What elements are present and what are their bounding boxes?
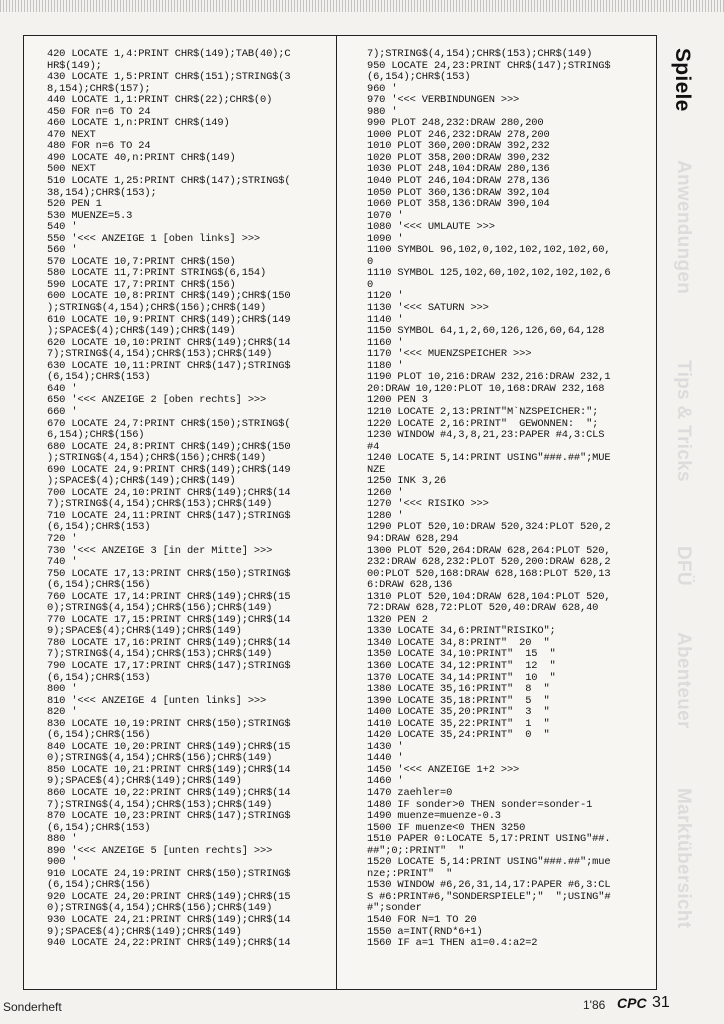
code-line: 700 LOCATE 24,10:PRINT CHR$(149);CHR$(14 xyxy=(47,486,291,499)
code-line: 1080 '<<< UMLAUTE >>> xyxy=(367,221,495,234)
code-line: 530 MUENZE=5.3 xyxy=(47,209,133,222)
code-line: 930 LOCATE 24,21:PRINT CHR$(149);CHR$(14 xyxy=(47,914,291,927)
code-line: 232:DRAW 628,232:PLOT 520,200:DRAW 628,2 xyxy=(367,556,611,569)
code-line: 1430 ' xyxy=(367,740,404,753)
code-line: 760 LOCATE 17,14:PRINT CHR$(149);CHR$(15 xyxy=(47,590,291,603)
listing-column-left xyxy=(47,49,290,950)
code-line: 1230 WINDOW #4,3,8,21,23:PAPER #4,3:CLS xyxy=(367,429,605,442)
code-line: 850 LOCATE 10,21:PRINT CHR$(149);CHR$(14 xyxy=(47,763,291,776)
code-line: 9);SPACE$(4);CHR$(149);CHR$(149) xyxy=(47,775,242,788)
code-line: 470 NEXT xyxy=(47,128,96,141)
code-line: 1170 '<<< MUENZSPEICHER >>> xyxy=(367,348,532,361)
code-line: 1510 PAPER 0:LOCATE 5,17:PRINT USING"##. xyxy=(367,833,611,846)
code-line: 920 LOCATE 24,20:PRINT CHR$(149);CHR$(15 xyxy=(47,890,291,903)
code-line: 1090 ' xyxy=(367,232,404,245)
code-line: 820 ' xyxy=(47,706,78,719)
code-line: HR$(149); xyxy=(47,59,102,72)
code-line: 1340 LOCATE 34,8:PRINT" 20 " xyxy=(367,636,550,649)
code-line: 750 LOCATE 17,13:PRINT CHR$(150);STRING$ xyxy=(47,567,291,580)
code-line: 1530 WINDOW #6,26,31,14,17:PAPER #6,3:CL xyxy=(367,879,611,892)
code-line: 1470 zaehler=0 xyxy=(367,787,453,799)
code-line: 1000 PLOT 246,232:DRAW 278,200 xyxy=(367,128,550,141)
code-line: (6,154);CHR$(156) xyxy=(47,729,151,742)
code-line: 870 LOCATE 10,23:PRINT CHR$(147);STRING$ xyxy=(47,810,291,823)
code-line: 1310 PLOT 520,104:DRAW 628,104:PLOT 520, xyxy=(367,590,611,603)
code-line: 1390 LOCATE 35,18:PRINT" 5 " xyxy=(367,694,550,707)
code-line: 1450 '<<< ANZEIGE 1+2 >>> xyxy=(367,763,520,776)
code-line: 1240 LOCATE 5,14:PRINT USING"###.##";MUE xyxy=(367,452,611,465)
code-line: (6,154);CHR$(153) xyxy=(47,821,151,834)
code-line: 1410 LOCATE 35,22:PRINT" 1 " xyxy=(367,717,550,730)
code-line: 1360 LOCATE 34,12:PRINT" 12 " xyxy=(367,659,556,672)
code-line: (6,154);CHR$(153) xyxy=(47,371,151,384)
code-line: 730 '<<< ANZEIGE 3 [in der Mitte] >>> xyxy=(47,544,273,557)
code-line: 1200 PEN 3 xyxy=(367,394,428,407)
code-line: ##";0;:PRINT" " xyxy=(367,844,465,857)
code-line: 1180 ' xyxy=(367,359,404,372)
code-line: 7);STRING$(4,154);CHR$(153);CHR$(149) xyxy=(47,648,273,661)
section-index xyxy=(664,48,724,993)
code-line: 8,154);CHR$(157); xyxy=(47,82,151,95)
code-line: 970 '<<< VERBINDUNGEN >>> xyxy=(367,94,520,107)
code-line: 630 LOCATE 10,11:PRINT CHR$(147);STRING$ xyxy=(47,359,291,372)
code-line: 620 LOCATE 10,10:PRINT CHR$(149);CHR$(14 xyxy=(47,336,291,349)
code-line: 430 LOCATE 1,5:PRINT CHR$(151);STRING$(3 xyxy=(47,71,291,84)
code-line: 440 LOCATE 1,1:PRINT CHR$(22);CHR$(0) xyxy=(47,94,273,107)
code-line: 1290 PLOT 520,10:DRAW 520,324:PLOT 520,2 xyxy=(367,521,611,534)
code-line: NZE xyxy=(367,463,386,476)
code-line: 1050 PLOT 360,136:DRAW 392,104 xyxy=(367,186,550,199)
code-line: 540 ' xyxy=(47,221,78,234)
code-line: 1330 LOCATE 34,6:PRINT"RISIKO"; xyxy=(367,625,556,638)
code-line: 1350 LOCATE 34,10:PRINT" 15 " xyxy=(367,648,556,661)
section-tab-marktuebersicht[interactable]: Marktübersicht xyxy=(673,788,694,929)
code-line: 690 LOCATE 24,9:PRINT CHR$(149);CHR$(149 xyxy=(47,463,291,476)
section-tab-spiele[interactable]: Spiele xyxy=(671,48,694,112)
code-line: (6,154);CHR$(153) xyxy=(47,521,151,534)
code-line: 510 LOCATE 1,25:PRINT CHR$(147);STRING$( xyxy=(47,175,291,188)
code-line: 1270 '<<< RISIKO >>> xyxy=(367,498,489,511)
code-line: 990 PLOT 248,232:DRAW 280,200 xyxy=(367,117,544,130)
code-line: 450 FOR n=6 TO 24 xyxy=(47,105,151,118)
code-line: 7);STRING$(4,154);CHR$(153);CHR$(149) xyxy=(47,348,273,361)
code-line: 650 '<<< ANZEIGE 2 [oben rechts] >>> xyxy=(47,394,267,407)
code-line: );STRING$(4,154);CHR$(156);CHR$(149) xyxy=(47,452,267,465)
code-line: 560 ' xyxy=(47,244,78,257)
code-line: 960 ' xyxy=(367,82,398,95)
code-line: 1210 LOCATE 2,13:PRINT"M`NZSPEICHER:"; xyxy=(367,405,599,418)
code-line: 490 LOCATE 40,n:PRINT CHR$(149) xyxy=(47,151,236,164)
code-line: 1160 ' xyxy=(367,336,404,349)
code-line: 570 LOCATE 10,7:PRINT CHR$(150) xyxy=(47,255,236,268)
footer-brand-logo: CPC xyxy=(617,995,647,1011)
code-line: (6,154);CHR$(156) xyxy=(47,879,151,892)
code-line: 710 LOCATE 24,11:PRINT CHR$(147);STRING$ xyxy=(47,509,291,522)
code-line: 1540 FOR N=1 TO 20 xyxy=(367,914,477,927)
code-line: 1380 LOCATE 35,16:PRINT" 8 " xyxy=(367,683,550,696)
code-line: 1100 SYMBOL 96,102,0,102,102,102,102,60, xyxy=(367,244,611,257)
code-line: 420 LOCATE 1,4:PRINT CHR$(149);TAB(40);C xyxy=(47,48,291,60)
code-line: 1060 PLOT 358,136:DRAW 390,104 xyxy=(367,198,550,211)
code-line: 610 LOCATE 10,9:PRINT CHR$(149);CHR$(149 xyxy=(47,313,291,326)
code-line: nze;:PRINT" " xyxy=(367,867,453,880)
code-line: 1320 PEN 2 xyxy=(367,613,428,626)
code-line: 1040 PLOT 246,104:DRAW 278,136 xyxy=(367,175,550,188)
code-line: 9);SPACE$(4);CHR$(149);CHR$(149) xyxy=(47,925,242,938)
code-line: 1560 IF a=1 THEN a1=0.4:a2=2 xyxy=(367,937,538,950)
code-line: 6,154);CHR$(156) xyxy=(47,429,145,442)
code-line: 940 LOCATE 24,22:PRINT CHR$(149);CHR$(14 xyxy=(47,937,291,950)
code-line: );SPACE$(4);CHR$(149);CHR$(149) xyxy=(47,475,236,488)
code-line: 740 ' xyxy=(47,556,78,569)
code-line: 910 LOCATE 24,19:PRINT CHR$(150);STRING$ xyxy=(47,867,291,880)
footer-publication: Sonderheft xyxy=(3,1000,62,1014)
code-line: 590 LOCATE 17,7:PRINT CHR$(156) xyxy=(47,278,236,291)
listing-column-right xyxy=(367,49,610,950)
code-line: 680 LOCATE 24,8:PRINT CHR$(149);CHR$(150 xyxy=(47,440,291,453)
code-line: 1480 IF sonder>0 THEN sonder=sonder-1 xyxy=(367,798,593,811)
code-line: (6,154);CHR$(156) xyxy=(47,579,151,592)
code-line: 890 '<<< ANZEIGE 5 [unten rechts] >>> xyxy=(47,844,273,857)
section-tab-dfue[interactable]: DFÜ xyxy=(673,546,694,586)
code-line: 1030 PLOT 248,104:DRAW 280,136 xyxy=(367,163,550,176)
code-line: 1010 PLOT 360,200:DRAW 392,232 xyxy=(367,140,550,153)
code-line: 7);STRING$(4,154);CHR$(153);CHR$(149) xyxy=(47,798,273,811)
code-line: 0 xyxy=(367,255,374,268)
code-line: 880 ' xyxy=(47,833,78,846)
code-line: 1300 PLOT 520,264:DRAW 628,264:PLOT 520, xyxy=(367,544,611,557)
code-line: 800 ' xyxy=(47,683,78,696)
code-line: 640 ' xyxy=(47,382,78,395)
code-line: 810 '<<< ANZEIGE 4 [unten links] >>> xyxy=(47,694,267,707)
code-line: 20:DRAW 10,120:PLOT 10,168:DRAW 232,168 xyxy=(367,382,605,395)
page-number: 31 xyxy=(652,994,670,1011)
code-line: 1370 LOCATE 34,14:PRINT" 10 " xyxy=(367,671,556,684)
code-line: 1550 a=INT(RND*6+1) xyxy=(367,925,483,938)
code-line: 1220 LOCATE 2,16:PRINT" GEWONNEN: "; xyxy=(367,417,599,430)
code-line: 460 LOCATE 1,n:PRINT CHR$(149) xyxy=(47,117,230,130)
code-line: 720 ' xyxy=(47,532,78,545)
code-line: 480 FOR n=6 TO 24 xyxy=(47,140,151,153)
code-line: 1120 ' xyxy=(367,290,404,303)
top-rule xyxy=(0,0,724,12)
code-line: 1440 ' xyxy=(367,752,404,765)
code-line: 550 '<<< ANZEIGE 1 [oben links] >>> xyxy=(47,232,260,245)
code-line: 1500 IF muenze<0 THEN 3250 xyxy=(367,821,526,834)
code-line: 1140 ' xyxy=(367,313,404,326)
section-tab-anwendungen[interactable]: Anwendungen xyxy=(673,160,694,295)
code-line: 1280 ' xyxy=(367,509,404,522)
code-line: 980 ' xyxy=(367,105,398,118)
code-line: 790 LOCATE 17,17:PRINT CHR$(147);STRING$ xyxy=(47,659,291,672)
code-line: 770 LOCATE 17,15:PRINT CHR$(149);CHR$(14 xyxy=(47,613,291,626)
code-line: 580 LOCATE 11,7:PRINT STRING$(6,154) xyxy=(47,267,267,280)
code-line: #4 xyxy=(367,440,380,453)
code-line: 0 xyxy=(367,278,374,291)
code-line: 72:DRAW 628,72:PLOT 520,40:DRAW 628,40 xyxy=(367,602,599,615)
code-line: 840 LOCATE 10,20:PRINT CHR$(149);CHR$(15 xyxy=(47,740,291,753)
code-line: 520 PEN 1 xyxy=(47,198,102,211)
code-line: 1260 ' xyxy=(367,486,404,499)
code-line: 1420 LOCATE 35,24:PRINT" 0 " xyxy=(367,729,550,742)
code-line: 1250 INK 3,26 xyxy=(367,475,447,488)
code-line: 1070 ' xyxy=(367,209,404,222)
code-line: 1150 SYMBOL 64,1,2,60,126,126,60,64,128 xyxy=(367,325,605,338)
code-line: 0);STRING$(4,154);CHR$(156);CHR$(149) xyxy=(47,902,273,915)
section-tab-abenteuer[interactable]: Abenteuer xyxy=(673,632,694,729)
code-line: 670 LOCATE 24,7:PRINT CHR$(150);STRING$( xyxy=(47,417,291,430)
code-line: 950 LOCATE 24,23:PRINT CHR$(147);STRING$ xyxy=(367,59,611,72)
code-line: 1020 PLOT 358,200:DRAW 390,232 xyxy=(367,151,550,164)
code-line: (6,154);CHR$(153) xyxy=(367,71,471,84)
code-line: 1460 ' xyxy=(367,775,404,788)
code-line: 830 LOCATE 10,19:PRINT CHR$(150);STRING$ xyxy=(47,717,291,730)
code-line: 1520 LOCATE 5,14:PRINT USING"###.##";mue xyxy=(367,856,611,869)
column-divider xyxy=(336,35,337,990)
code-line: 0);STRING$(4,154);CHR$(156);CHR$(149) xyxy=(47,602,273,615)
code-line: );SPACE$(4);CHR$(149);CHR$(149) xyxy=(47,325,236,338)
code-line: 1110 SYMBOL 125,102,60,102,102,102,102,6 xyxy=(367,267,611,280)
code-line: 1490 muenze=muenze-0.3 xyxy=(367,810,501,823)
code-line: 9);SPACE$(4);CHR$(149);CHR$(149) xyxy=(47,625,242,638)
code-line: 780 LOCATE 17,16:PRINT CHR$(149);CHR$(14 xyxy=(47,636,291,649)
code-line: 7);STRING$(4,154);CHR$(153);CHR$(149) xyxy=(47,498,273,511)
code-line: #";sonder xyxy=(367,902,422,915)
code-line: (6,154);CHR$(153) xyxy=(47,671,151,684)
code-line: 500 NEXT xyxy=(47,163,96,176)
code-line: 0);STRING$(4,154);CHR$(156);CHR$(149) xyxy=(47,752,273,765)
code-line: 1130 '<<< SATURN >>> xyxy=(367,302,489,315)
code-line: S #6:PRINT#6,"SONDERSPIELE";" ";USING"# xyxy=(367,890,611,903)
code-line: 1400 LOCATE 35,20:PRINT" 3 " xyxy=(367,706,550,719)
footer-issue: 1'86 xyxy=(583,998,606,1012)
code-line: );STRING$(4,154);CHR$(156);CHR$(149) xyxy=(47,302,267,315)
code-line: 900 ' xyxy=(47,856,78,869)
code-line: 6:DRAW 628,136 xyxy=(367,579,453,592)
code-line: 600 LOCATE 10,8:PRINT CHR$(149);CHR$(150 xyxy=(47,290,291,303)
code-line: 660 ' xyxy=(47,405,78,418)
code-line: 860 LOCATE 10,22:PRINT CHR$(149);CHR$(14 xyxy=(47,787,291,799)
code-line: 94:DRAW 628,294 xyxy=(367,532,459,545)
section-tab-tips-tricks[interactable]: Tips & Tricks xyxy=(673,360,694,482)
code-line: 00:PLOT 520,168:DRAW 628,168:PLOT 520,13 xyxy=(367,567,611,580)
code-line: 1190 PLOT 10,216:DRAW 232,216:DRAW 232,1 xyxy=(367,371,611,384)
code-line: 38,154);CHR$(153); xyxy=(47,186,157,199)
code-line: 7);STRING$(4,154);CHR$(153);CHR$(149) xyxy=(367,48,593,60)
